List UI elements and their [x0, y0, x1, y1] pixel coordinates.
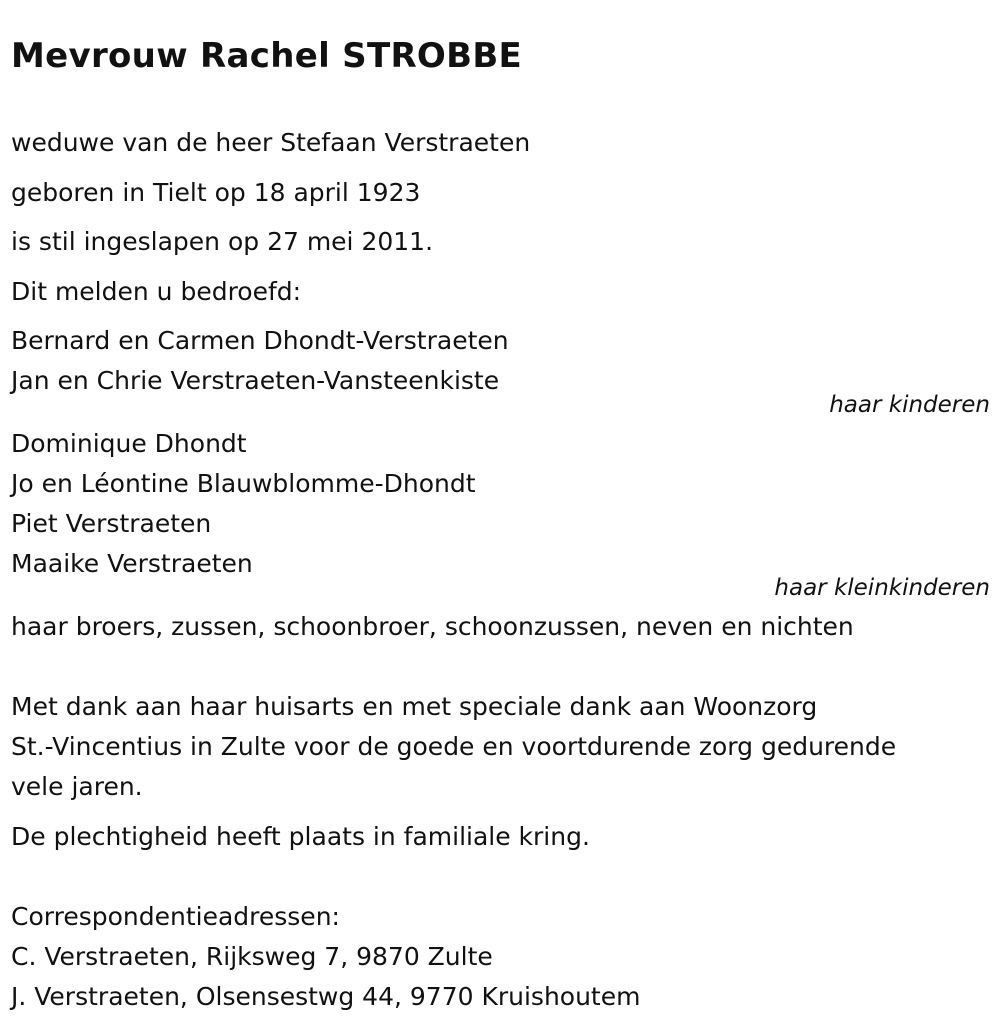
child-name: Bernard en Carmen Dhondt-Verstraeten — [11, 326, 509, 355]
grandchild-name: Piet Verstraeten — [11, 509, 212, 538]
grandchild-name: Maaike Verstraeten — [11, 549, 253, 578]
correspondence-address: C. Verstraeten, Rijksweg 7, 9870 Zulte — [11, 942, 493, 971]
correspondence-address: J. Verstraeten, Olsensestwg 44, 9770 Kruishoutem — [11, 982, 641, 1011]
deceased-name-heading: Mevrouw Rachel STROBBE — [11, 36, 523, 76]
grandchild-name: Dominique Dhondt — [11, 429, 247, 458]
grandchild-name: Jo en Léontine Blauwblomme-Dhondt — [11, 469, 476, 498]
grandchildren-role-label: haar kleinkinderen — [774, 575, 990, 601]
thanks-line: vele jaren. — [11, 772, 143, 801]
correspondence-label: Correspondentieadressen: — [11, 902, 340, 931]
thanks-line: St.-Vincentius in Zulte voor de goede en voortdurende zorg gedurende — [11, 732, 897, 761]
thanks-line: Met dank aan haar huisarts en met speciale dank aan Woonzorg — [11, 692, 818, 721]
ceremony-line: De plechtigheid heeft plaats in familiale kring. — [11, 822, 590, 851]
child-name: Jan en Chrie Verstraeten-Vansteenkiste — [11, 366, 500, 395]
death-line: is stil ingeslapen op 27 mei 2011. — [11, 227, 434, 256]
announcement-line: Dit melden u bedroefd: — [11, 277, 302, 306]
relatives-line: haar broers, zussen, schoonbroer, schoonzussen, neven en nichten — [11, 612, 854, 641]
birth-line: geboren in Tielt op 18 april 1923 — [11, 178, 421, 207]
children-role-label: haar kinderen — [829, 392, 990, 418]
widow-of-line: weduwe van de heer Stefaan Verstraeten — [11, 128, 531, 157]
